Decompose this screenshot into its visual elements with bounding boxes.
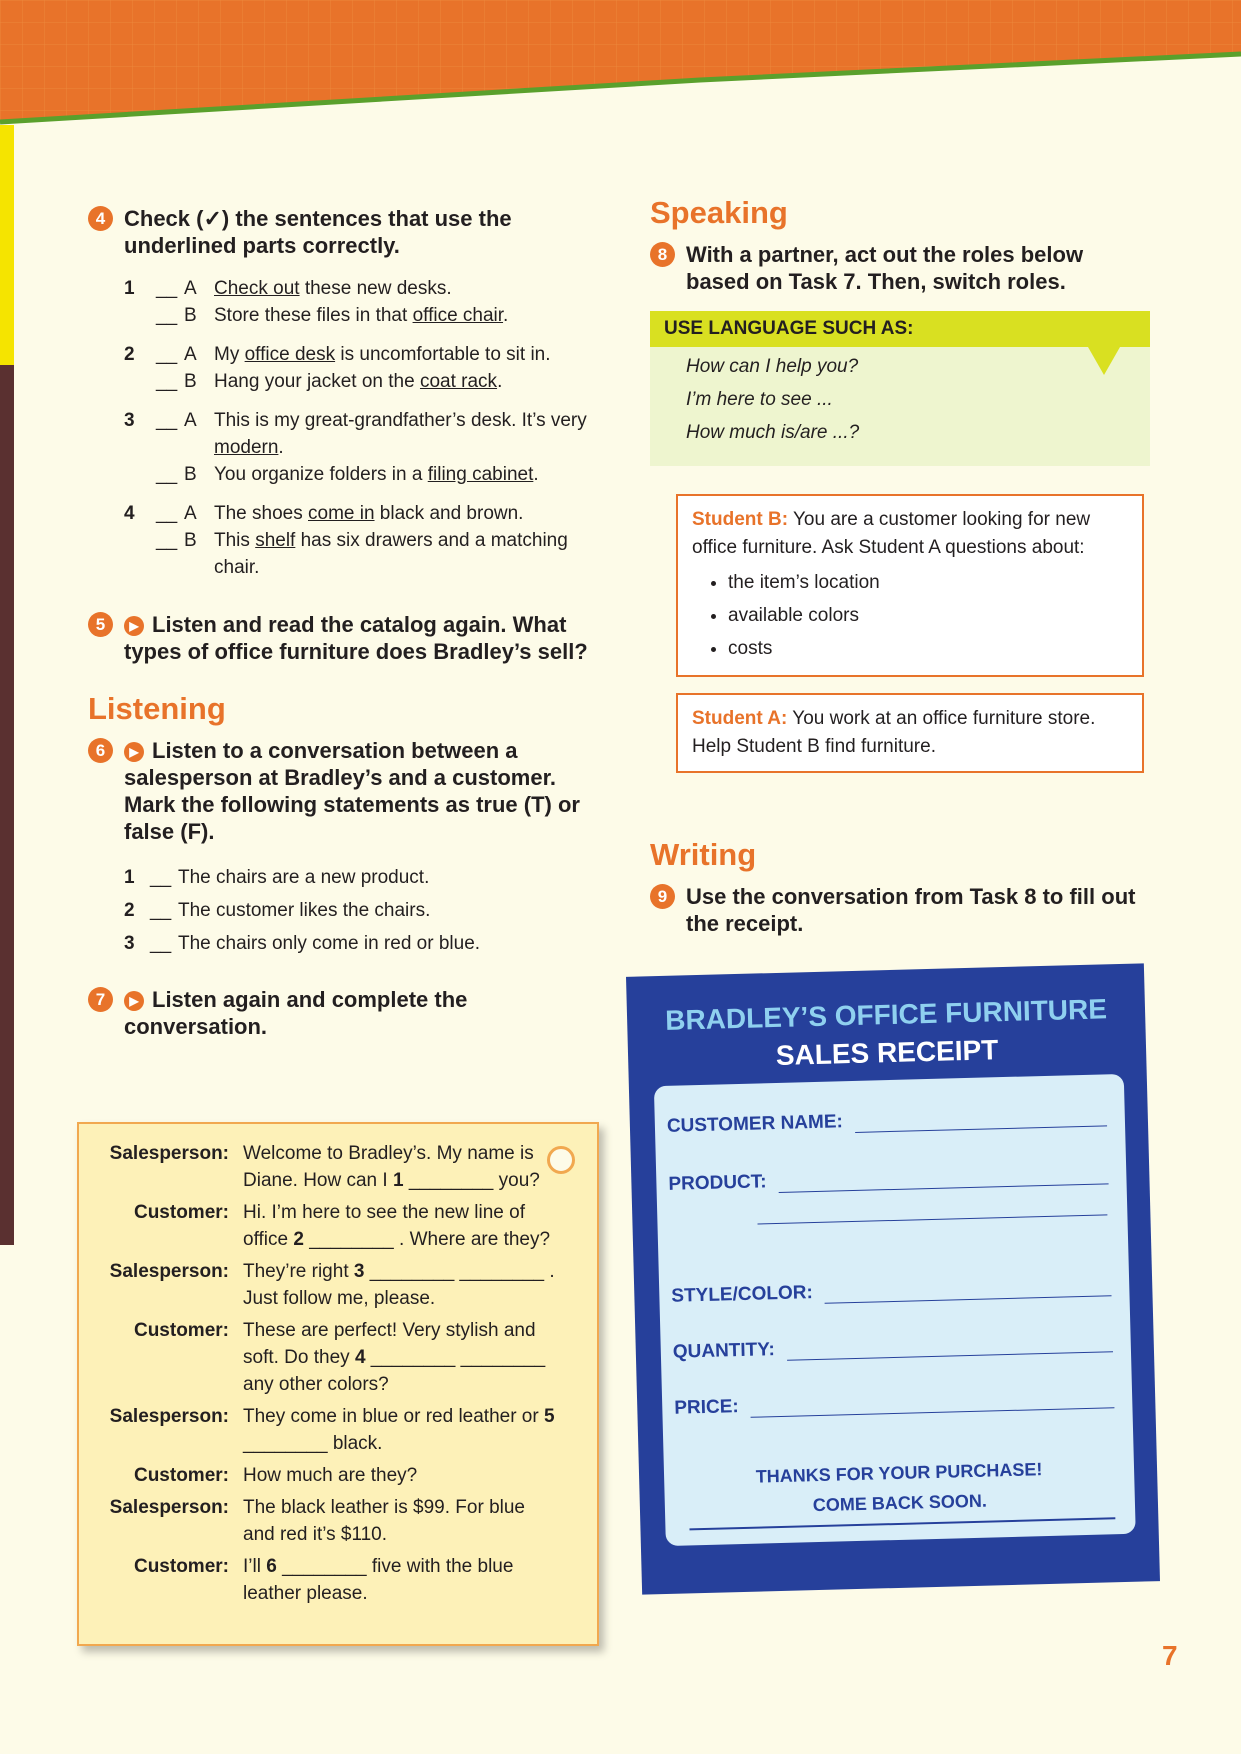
option-letter: B bbox=[184, 530, 197, 551]
task-number-4: 4 bbox=[88, 206, 113, 231]
task-number-5: 5 bbox=[88, 612, 113, 637]
conversation-card bbox=[77, 1122, 599, 1646]
topic-item: • the item’s location bbox=[728, 566, 1128, 599]
left-edge-strip bbox=[0, 125, 14, 1245]
answer-option[interactable] bbox=[88, 407, 608, 461]
sales-receipt bbox=[626, 963, 1160, 1594]
question-group bbox=[88, 407, 608, 488]
question-number: 1 bbox=[124, 278, 135, 299]
price-line[interactable] bbox=[750, 1387, 1114, 1418]
option-letter: A bbox=[184, 503, 197, 524]
student-b-label: Student B: bbox=[692, 509, 789, 530]
dialog-part: ________ black. bbox=[243, 1433, 383, 1454]
sentence-part: has six drawers and a matching chair. bbox=[214, 530, 568, 578]
dialog-text bbox=[243, 1494, 559, 1548]
task-number-9: 9 bbox=[650, 884, 675, 909]
dialog-part: Hi. I’m here to see the new line of office bbox=[243, 1202, 525, 1250]
option-sentence bbox=[214, 368, 608, 395]
check-blank[interactable]: __ bbox=[156, 503, 178, 524]
product-field[interactable] bbox=[668, 1162, 1108, 1196]
customer-name-field[interactable] bbox=[667, 1104, 1107, 1138]
dialog-part: ________ five with the blue leather please. bbox=[243, 1556, 514, 1604]
statement-text: The chairs are a new product. bbox=[178, 867, 430, 888]
style-color-line[interactable] bbox=[825, 1275, 1112, 1303]
question-group bbox=[88, 341, 608, 395]
student-a-role-card bbox=[676, 693, 1144, 773]
statement-number: 3 bbox=[124, 933, 135, 954]
check-blank[interactable]: __ bbox=[156, 464, 178, 485]
speaker-name: Salesperson: bbox=[109, 1497, 229, 1518]
price-label: PRICE: bbox=[674, 1396, 739, 1419]
task-number-7: 7 bbox=[88, 987, 113, 1012]
answer-option[interactable] bbox=[88, 461, 608, 488]
student-a-label: Student A: bbox=[692, 708, 788, 729]
page-number: 7 bbox=[1162, 1640, 1178, 1671]
dialog-part: The black leather is $99. For blue and red it’s $110. bbox=[243, 1497, 525, 1545]
quantity-label: QUANTITY: bbox=[672, 1339, 776, 1363]
check-blank[interactable]: __ bbox=[156, 278, 178, 299]
task-5-instruction bbox=[88, 611, 608, 665]
speaker-name: Salesperson: bbox=[109, 1143, 229, 1164]
dialog-part: ________ ________ . Just follow me, please. bbox=[243, 1261, 555, 1309]
speaker-name: Customer: bbox=[133, 1202, 229, 1223]
receipt-thanks bbox=[664, 1452, 1135, 1524]
dialog-part: ________ ________ any other colors? bbox=[243, 1347, 546, 1395]
dialog-line bbox=[89, 1199, 559, 1253]
underlined-phrase: coat rack bbox=[419, 371, 498, 392]
student-b-topics bbox=[692, 566, 1128, 665]
underlined-phrase: shelf bbox=[255, 530, 296, 551]
option-sentence bbox=[214, 500, 608, 527]
speech-pointer bbox=[1088, 347, 1120, 375]
customer-name-label: CUSTOMER NAME: bbox=[666, 1111, 844, 1137]
task-6-items bbox=[88, 861, 608, 960]
header-band bbox=[0, 0, 1241, 140]
task-5-text: Listen and read the catalog again. What types of office furniture does Bradley’s sell? bbox=[124, 612, 588, 664]
question-number bbox=[88, 368, 156, 395]
question-number: 4 bbox=[124, 503, 135, 524]
dialog-text bbox=[243, 1140, 559, 1194]
statement-item[interactable] bbox=[88, 861, 608, 894]
thanks-line-2: COME BACK SOON. bbox=[812, 1490, 988, 1516]
listening-heading: Listening bbox=[88, 691, 226, 726]
task-8-text: With a partner, act out the roles below based on Task 7. Then, switch roles. bbox=[686, 242, 1084, 294]
speaker-name: Salesperson: bbox=[109, 1406, 229, 1427]
sentence-part: You organize folders in a bbox=[214, 464, 428, 485]
option-sentence bbox=[214, 275, 608, 302]
dialog-line bbox=[89, 1258, 559, 1312]
sentence-part: . bbox=[533, 464, 539, 485]
sentence-part: Store these files in that bbox=[214, 305, 413, 326]
sentence-part: The shoes bbox=[214, 503, 308, 524]
student-b-text: You are a customer looking for new office furniture. Ask Student A questions about: bbox=[692, 509, 1091, 558]
topic-item: • costs bbox=[728, 632, 1128, 665]
audio-icon[interactable]: ▶ bbox=[124, 742, 144, 762]
underlined-phrase: office chair bbox=[412, 305, 504, 326]
right-column bbox=[650, 195, 1150, 953]
sentence-part: Hang your jacket on the bbox=[214, 371, 420, 392]
task-4-instruction bbox=[88, 205, 608, 259]
student-a-text: You work at an office furniture store. Help Student B find furniture. bbox=[692, 708, 1096, 757]
underlined-phrase: office desk bbox=[244, 344, 336, 365]
statement-text: The chairs only come in red or blue. bbox=[178, 933, 481, 954]
dialog-text bbox=[243, 1553, 559, 1607]
underlined-phrase: filing cabinet bbox=[427, 464, 534, 485]
conversation bbox=[89, 1140, 559, 1612]
dialog-line bbox=[89, 1140, 559, 1194]
language-line: How can I help you? bbox=[686, 356, 859, 377]
check-blank[interactable]: __ bbox=[156, 371, 178, 392]
option-letter: A bbox=[184, 410, 197, 431]
question-number: 2 bbox=[124, 344, 135, 365]
dialog-text bbox=[243, 1258, 559, 1312]
task-number-8: 8 bbox=[650, 242, 675, 267]
dialog-line bbox=[89, 1494, 559, 1548]
receipt-subtitle: SALES RECEIPT bbox=[775, 1034, 999, 1071]
option-letter: B bbox=[184, 305, 197, 326]
statement-number: 1 bbox=[124, 867, 135, 888]
task-7-text: Listen again and complete the conversation. bbox=[124, 987, 468, 1039]
language-line: I’m here to see ... bbox=[686, 389, 833, 410]
gap-number[interactable]: 4 bbox=[354, 1347, 366, 1368]
dialog-part: ________ . Where are they? bbox=[303, 1229, 551, 1250]
task-number-6: 6 bbox=[88, 738, 113, 763]
option-letter: B bbox=[184, 464, 197, 485]
statement-item[interactable] bbox=[88, 927, 608, 960]
quantity-field[interactable] bbox=[673, 1330, 1113, 1364]
underlined-phrase: modern bbox=[214, 437, 279, 458]
tf-blank[interactable]: __ bbox=[150, 900, 172, 921]
speaker-name: Customer: bbox=[133, 1556, 229, 1577]
sentence-part: is uncomfortable to sit in. bbox=[335, 344, 551, 365]
quantity-line[interactable] bbox=[787, 1331, 1113, 1361]
language-line: How much is/are ...? bbox=[686, 422, 860, 443]
left-column bbox=[88, 205, 608, 1056]
style-color-field[interactable] bbox=[671, 1274, 1111, 1308]
dialog-line bbox=[89, 1553, 559, 1607]
option-sentence bbox=[214, 527, 608, 581]
writing-heading: Writing bbox=[650, 837, 757, 872]
task-6-instruction bbox=[88, 737, 608, 845]
dialog-text bbox=[243, 1462, 559, 1489]
option-sentence bbox=[214, 407, 608, 461]
answer-option[interactable] bbox=[88, 275, 608, 302]
answer-option[interactable] bbox=[88, 500, 608, 527]
option-letter: A bbox=[184, 344, 197, 365]
dialog-part: I’ll bbox=[243, 1556, 267, 1577]
check-blank[interactable]: __ bbox=[156, 305, 178, 326]
task-6-text: Listen to a conversation between a salesperson at Bradley’s and a customer. Mark the following statements as true (T) or false (F). bbox=[124, 738, 580, 844]
dialog-part: How much are they? bbox=[243, 1465, 418, 1486]
language-box-title: USE LANGUAGE SUCH AS: bbox=[650, 311, 1150, 347]
task-8-instruction bbox=[650, 241, 1150, 295]
sentence-part: these new desks. bbox=[299, 278, 452, 299]
statement-number: 2 bbox=[124, 900, 135, 921]
dialog-part: ________ you? bbox=[403, 1170, 540, 1191]
sentence-part: . bbox=[278, 437, 284, 458]
product-line[interactable] bbox=[778, 1163, 1108, 1193]
check-blank[interactable]: __ bbox=[156, 530, 178, 551]
answer-option[interactable] bbox=[88, 341, 608, 368]
option-sentence bbox=[214, 302, 608, 329]
option-letter: A bbox=[184, 278, 197, 299]
dialog-part: These are perfect! Very stylish and soft. Do they bbox=[243, 1320, 536, 1368]
gap-number[interactable]: 1 bbox=[392, 1170, 404, 1191]
dialog-text bbox=[243, 1317, 559, 1398]
underlined-phrase: Check out bbox=[214, 278, 300, 299]
task-4-text: Check (✓) the sentences that use the underlined parts correctly. bbox=[124, 206, 512, 258]
question-number bbox=[88, 302, 156, 329]
question-number bbox=[88, 527, 156, 581]
task-9-text: Use the conversation from Task 8 to fill out the receipt. bbox=[686, 884, 1136, 936]
underlined-phrase: come in bbox=[308, 503, 375, 524]
receipt-title bbox=[627, 989, 1147, 1079]
check-blank[interactable]: __ bbox=[156, 410, 178, 431]
question-number: 3 bbox=[124, 410, 135, 431]
question-group bbox=[88, 275, 608, 329]
audio-icon[interactable]: ▶ bbox=[124, 616, 144, 636]
option-sentence bbox=[214, 341, 608, 368]
sentence-part: This bbox=[214, 530, 256, 551]
task-4-items bbox=[88, 275, 608, 581]
speaker-name: Salesperson: bbox=[109, 1261, 229, 1282]
topic-item: • available colors bbox=[728, 599, 1128, 632]
tf-blank[interactable]: __ bbox=[150, 867, 172, 888]
dialog-part: They come in blue or red leather or bbox=[243, 1406, 544, 1427]
sentence-part: . bbox=[497, 371, 503, 392]
gap-number[interactable]: 5 bbox=[544, 1406, 555, 1427]
tf-blank[interactable]: __ bbox=[150, 933, 172, 954]
dialog-text bbox=[243, 1199, 559, 1253]
gap-number[interactable]: 3 bbox=[353, 1261, 365, 1282]
sentence-part: My bbox=[214, 344, 245, 365]
dialog-text bbox=[243, 1403, 559, 1457]
dialog-line bbox=[89, 1462, 559, 1489]
check-blank[interactable]: __ bbox=[156, 344, 178, 365]
statement-text: The customer likes the chairs. bbox=[178, 900, 431, 921]
speaker-name: Customer: bbox=[133, 1465, 229, 1486]
speaking-heading: Speaking bbox=[650, 195, 788, 230]
task-7-instruction bbox=[88, 986, 608, 1040]
product-label: PRODUCT: bbox=[668, 1171, 767, 1195]
option-sentence bbox=[214, 461, 608, 488]
sentence-part: black and brown. bbox=[374, 503, 524, 524]
price-field[interactable] bbox=[674, 1386, 1114, 1420]
product-line-2[interactable] bbox=[758, 1214, 1108, 1224]
audio-icon[interactable]: ▶ bbox=[124, 991, 144, 1011]
dialog-part: They’re right bbox=[243, 1261, 354, 1282]
answer-option[interactable] bbox=[88, 368, 608, 395]
speaker-name: Customer: bbox=[133, 1320, 229, 1341]
task-9-instruction bbox=[650, 883, 1150, 937]
question-group bbox=[88, 500, 608, 581]
option-letter: B bbox=[184, 371, 197, 392]
sentence-part: This is my great-grandfather’s desk. It’s very bbox=[214, 410, 587, 431]
receipt-form bbox=[654, 1074, 1136, 1546]
customer-name-line[interactable] bbox=[855, 1105, 1108, 1133]
question-number bbox=[88, 461, 156, 488]
answer-option[interactable] bbox=[88, 302, 608, 329]
gap-number[interactable]: 2 bbox=[293, 1229, 304, 1250]
student-b-role-card bbox=[676, 494, 1144, 677]
answer-option[interactable] bbox=[88, 527, 608, 581]
dialog-line bbox=[89, 1317, 559, 1398]
style-color-label: STYLE/COLOR: bbox=[671, 1282, 814, 1307]
sentence-part: . bbox=[503, 305, 509, 326]
statement-item[interactable] bbox=[88, 894, 608, 927]
dialog-line bbox=[89, 1403, 559, 1457]
dialog-part: Welcome to Bradley’s. My name is Diane. How can I bbox=[243, 1143, 534, 1191]
language-box bbox=[650, 311, 1150, 466]
gap-number[interactable]: 6 bbox=[266, 1556, 277, 1577]
thanks-line-1: THANKS FOR YOUR PURCHASE! bbox=[755, 1459, 1043, 1487]
receipt-store-name: BRADLEY’S OFFICE FURNITURE bbox=[664, 993, 1108, 1036]
